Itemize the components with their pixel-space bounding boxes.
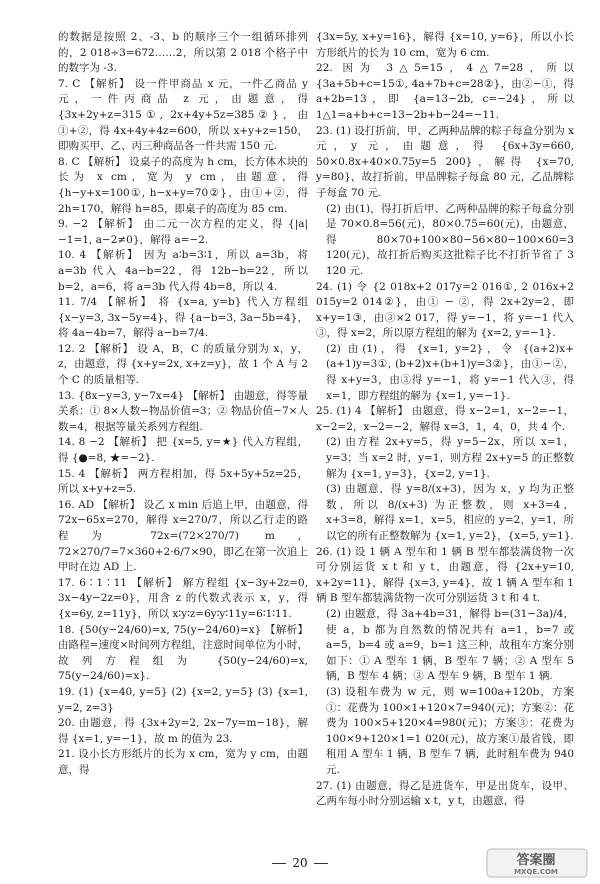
right-paragraph: 22. 因为 3△5=15，4△7=28，所以 {3a+5b+c=15①, 4a+7b+c=28②}，由②−①，得 a+2b=13，即 {a=13−2b, c=−24}，所以 1△1=a+b+c=13−2b+b−24=−11. bbox=[316, 62, 574, 121]
right-paragraph: 27. (1) 由题意，得乙是进货车，甲是出货车，设甲、乙两车每小时分别运输 x t，y t，由题意，得 bbox=[316, 779, 574, 808]
left-paragraph: 20. 由题意，得 {3x+2y=2, 2x−7y=m−18}，解得 {x=1, y=−1}，故 m 的值为 23. bbox=[58, 717, 308, 745]
left-paragraph: 16. AD 【解析】 设乙 x min 后追上甲，由题意，得 72x−65x=270，解得 x=270/7，所以乙行走的路程为 72x=(72×270/7) m，72×270/7=7×360+2·6/7×90，即乙在第一次追上甲时在边 AD 上. bbox=[58, 498, 308, 574]
right-paragraph: (2) 由(1)，得打折后甲、乙两种品牌的粽子每盒分别是 70×0.8=56(元)，80×0.75=60(元)，由题意，得 80×70+100×80−56×80−100×60=3 120(元)，故打折后购买这批粽子比不打折节省了 3 120 元. bbox=[326, 202, 574, 277]
page-number: 20 bbox=[292, 856, 308, 870]
right-paragraph: (3) 设租车费为 w 元，则 w=100a+120b，方案①：花费为 100×1+120×7=940(元)；方案②：花费为 100×5+120×4=980(元)；方案③：花费为 100×9+120×1=1 020(元)，故方案①最省钱，即租用 A 型车 1 辆，B 型车 7 辆，此时租车费为 940 元. bbox=[326, 685, 574, 776]
left-paragraph: 19. (1) {x=40, y=5} (2) {x=2, y=5} (3) {x=1, y=2, z=3} bbox=[58, 685, 308, 714]
left-paragraph: 17. 6∶1∶11 【解析】 解方程组 {x−3y+2z=0, 3x−4y−2z=0}，用含 z 的代数式表示 x，y，得 {x=6y, z=11y}，所以 x∶y∶z=6y∶y∶11y=6∶1∶11. bbox=[58, 576, 308, 620]
left-paragraph: 18. {50(y−24/60)=x, 75(y−24/60)=x} 【解析】 由路程=速度×时间列方程组，注意时间单位为小时，故列方程组为 {50(y−24/60)=x, 75(y−24/60)=x}. bbox=[58, 623, 308, 683]
left-paragraph: 14. 8 −2 【解析】 把 {x=5, y=★} 代入方程组，得 {●=8, ★=−2}. bbox=[58, 436, 308, 465]
right-paragraph: (2) 由题意，得 3a+4b=31，解得 b=(31−3a)/4，使 a，b 都为自然数的情况共有 a=1，b=7 或 a=5，b=4 或 a=9，b=1 这三种，故租车方案分别如下：① A 型车 1 辆，B 型车 7 辆；② A 型车 5 辆，B 型车 4 辆；③ A 型车 9 辆，B 型车 1 辆. bbox=[326, 607, 574, 683]
left-paragraph: 21. 设小长方形纸片的长为 x cm，宽为 y cm，由题意，得 bbox=[58, 748, 308, 776]
right-paragraph: 26. (1) 设 1 辆 A 型车和 1 辆 B 型车都装满货物一次可分别运货 x t 和 y t，由题意，得 {2x+y=10, x+2y=11}，解得 {x=3, y=4}，故 1 辆 A 型车和 1 辆 B 型车都装满货物一次可分别运货 3 t 和 4 t. bbox=[316, 545, 574, 605]
watermark-subtext: MXQE.COM bbox=[514, 868, 558, 876]
left-paragraph: 8. C 【解析】 设桌子的高度为 h cm，长方体木块的长为 x cm，宽为 y cm，由题意，得 {h−y+x=100①, h−x+y=70②}，由①+②，得 2h=170，解得 h=85，即桌子的高度为 85 cm. bbox=[58, 155, 308, 215]
right-paragraph: {3x=5y, x+y=16}，解得 {x=10, y=6}，所以小长方形纸片的长为 10 cm，宽为 6 cm. bbox=[316, 31, 574, 59]
right-column bbox=[316, 30, 574, 810]
right-paragraph: 24. (1) 令 {2 018x+2 017y=2 016①, 2 016x+2 015y=2 014②}，由① − ②，得 2x+2y=2，即 x+y=1③，由③×2 017，得 y=−1，将 y=−1 代入③，得 x=2，所以原方程组的解为 {x=2, y=−1}. bbox=[316, 280, 574, 340]
right-paragraph: 25. (1) 4 【解析】 由题意，得 x−2=1，x−2=−1，x−2=2，x−2=−2，解得 x=3，1，4，0，共 4 个. bbox=[316, 405, 574, 433]
left-paragraph: 7. C 【解析】 设一件甲商品 x 元，一件乙商品 y 元，一件丙商品 z 元，由题意，得 {3x+2y+z=315①, 2x+4y+5z=385②}，由①+②，得 4x+4y+4z=600，所以 x+y+z=150，即购买甲、乙、丙三种商品各一件共需 150 元. bbox=[58, 77, 308, 153]
left-paragraph: 9. −2 【解析】 由二元一次方程的定义，得 {|a|−1=1, a−2≠0}，解得 a=−2. bbox=[58, 218, 308, 246]
watermark-text: 答案圈 bbox=[516, 853, 556, 868]
left-column bbox=[58, 30, 308, 779]
left-paragraph: 15. 4 【解析】 两方程相加，得 5x+5y+5z=25，所以 x+y+z=5. bbox=[58, 467, 308, 496]
right-paragraph: (2) 由(1)，得 {x=1, y=2}，令 {(a+2)x+(a+1)y=3①, (b+2)x+(b+1)y=3②}，由①−②，得 x+y=3，由③得 y=−1，将 y=−1 代入③，得 x=1，即方程组的解为 {x=1, y=−1}. bbox=[326, 342, 574, 402]
right-paragraph: 23. (1) 设打折前，甲、乙两种品牌的粽子每盒分别为 x 元，y 元，由题意，得 {6x+3y=660, 50×0.8x+40×0.75y=5 200}，解得 {x=70, y=80}，故打折前，甲品牌粽子每盒 80 元，乙品牌粽子每盒 70 元. bbox=[316, 124, 574, 199]
right-paragraph: (2) 由方程 2x+y=5，得 y=5−2x，所以 x=1，y=3；当 x=2 时，y=1，则方程 2x+y=5 的正整数解为 {x=1, y=3}，{x=2, y=1}. bbox=[326, 436, 574, 480]
right-paragraph: (3) 由题意，得 y=8/(x+3)，因为 x，y 均为正整数，所以 8/(x+3) 为正整数，则 x+3=4，x+3=8，解得 x=1，x=5，相应的 y=2，y=1，所以它的所有正整数解为 {x=1, y=2}，{x=5, y=1}. bbox=[326, 483, 574, 542]
left-paragraph: 10. 4 【解析】 因为 a∶b=3∶1，所以 a=3b，将 a=3b 代入 4a−b=22，得 12b−b=22，所以 b=2，a=6，将 a=3b 代入得 4b=8，所以 4. bbox=[58, 249, 308, 293]
left-paragraph: 12. 2 【解析】 设 A，B，C 的质量分别为 x，y，z，由题意，得 {x+y=2x, x+z=y}，故 1 个 A 与 2 个 C 的质量相等. bbox=[58, 342, 308, 387]
left-paragraph: 13. {8x−y=3, y−7x=4} 【解析】 由题意，得等量关系：① 8×人数−物品价值=3；② 物品价值−7×人数=4，根据等量关系列方程组. bbox=[58, 389, 308, 433]
watermark-logo bbox=[486, 848, 588, 878]
left-paragraph: 11. 7/4 【解析】 将 {x=a, y=b} 代入方程组 {x−y=3, 3x−5y=4}，得 {a−b=3, 3a−5b=4}，将 4a−4b=7，解得 a−b=7/4. bbox=[58, 296, 308, 340]
left-paragraph: 的数据是按照 2、-3、b 的顺序三个一组循环排列的，2 018÷3=672……2，所以第 2 018 个格子中的数字为 -3. bbox=[58, 31, 308, 75]
